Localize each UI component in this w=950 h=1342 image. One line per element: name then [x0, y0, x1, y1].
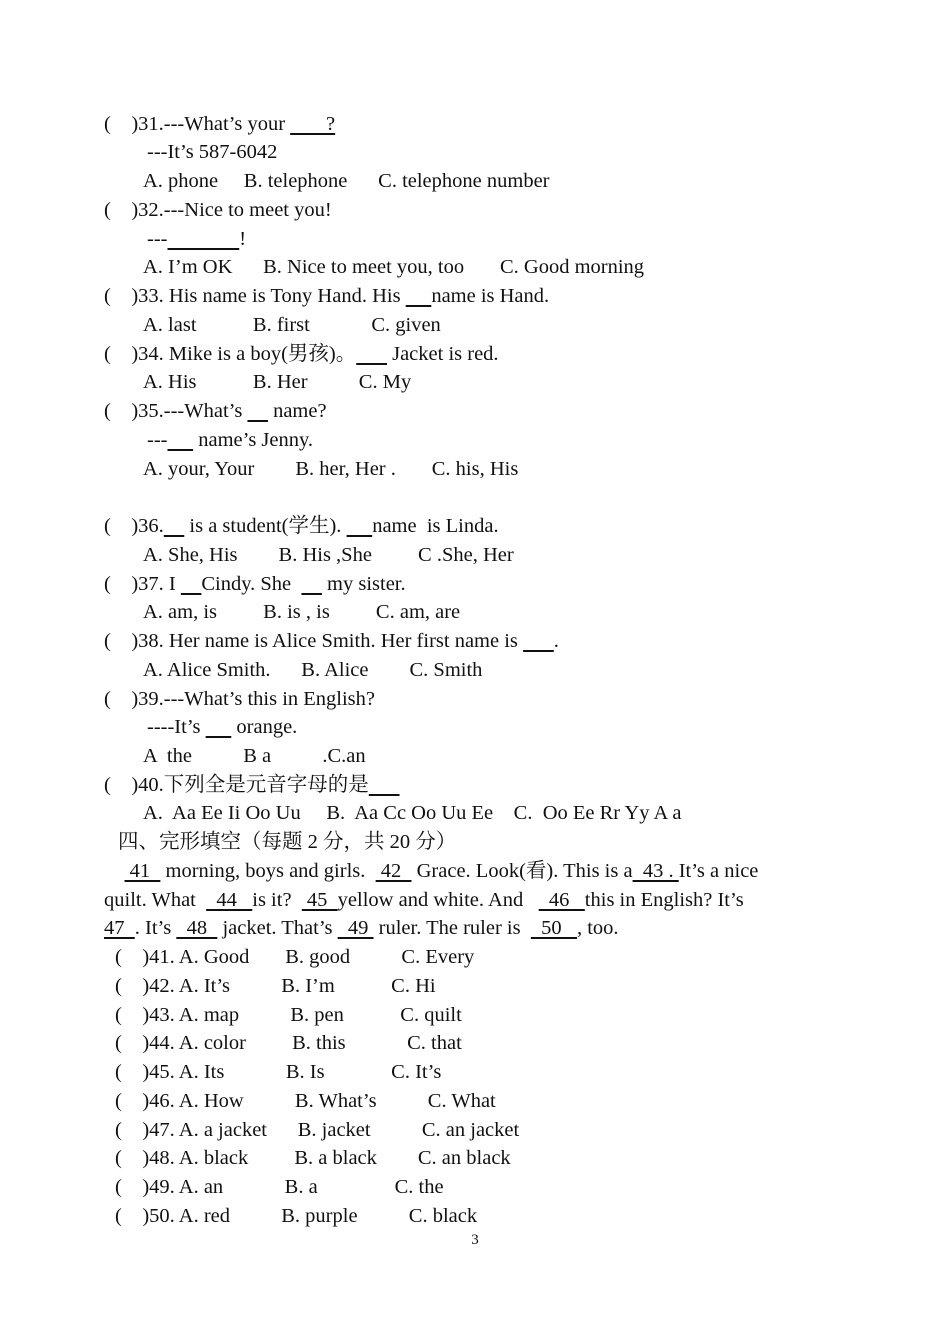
- answer-blank: [356, 343, 387, 365]
- text-line: [104, 570, 406, 598]
- line-text: A. last B. first C. given: [143, 314, 441, 336]
- text-line: [115, 1087, 496, 1115]
- answer-blank: 47: [104, 917, 135, 939]
- answer-blank: 48: [176, 917, 218, 939]
- text-line: [104, 397, 327, 425]
- text-line: [104, 886, 744, 914]
- text-line: [115, 1116, 519, 1144]
- line-text: [104, 860, 125, 882]
- line-text: !: [239, 228, 247, 250]
- line-text: ( )45. A. Its B. Is C. It’s: [115, 1061, 442, 1083]
- text-line: [104, 282, 549, 310]
- text-line: [143, 253, 644, 281]
- text-line: [115, 1029, 462, 1057]
- line-text: name is Linda.: [372, 515, 499, 537]
- line-text: is it?: [252, 889, 302, 911]
- text-line: [143, 167, 550, 195]
- line-text: ---: [147, 429, 168, 451]
- answer-blank: [164, 515, 185, 537]
- line-text: ---It’s 587-6042: [147, 141, 278, 163]
- text-line: [143, 455, 518, 483]
- text-line: [104, 914, 619, 942]
- line-text: ( )31.---What’s your: [104, 113, 291, 135]
- answer-blank: 45: [301, 889, 338, 911]
- line-text: A. His B. Her C. My: [143, 371, 412, 393]
- answer-blank: 46: [538, 889, 585, 911]
- text-line: [104, 857, 758, 885]
- line-text: ( )33. His name is Tony Hand. His: [104, 285, 406, 307]
- line-text: ----It’s: [147, 716, 206, 738]
- text-line: [104, 110, 335, 138]
- line-text: ( )44. A. color B. this C. that: [115, 1032, 462, 1054]
- line-text: orange.: [231, 716, 298, 738]
- line-text: ruler. The ruler is: [373, 917, 531, 939]
- line-text: ( )34. Mike is a boy(男孩)。: [104, 343, 357, 365]
- answer-blank: [369, 774, 400, 796]
- text-line: [115, 1202, 477, 1230]
- line-text: ( )41. A. Good B. good C. Every: [115, 946, 475, 968]
- answer-blank: ?: [290, 113, 336, 135]
- text-line: [104, 340, 499, 368]
- answer-blank: [301, 573, 322, 595]
- line-text: ( )32.---Nice to meet you!: [104, 199, 332, 221]
- line-text: yellow and white. And: [337, 889, 539, 911]
- line-text: ( )49. A. an B. a C. the: [115, 1176, 444, 1198]
- text-line: [147, 713, 297, 741]
- line-text: ( )36.: [104, 515, 164, 537]
- page-number: 3: [471, 1232, 479, 1248]
- text-line: [143, 656, 482, 684]
- line-text: this in English? It’s: [584, 889, 744, 911]
- line-text: ( )50. A. red B. purple C. black: [115, 1205, 478, 1227]
- line-text: ( )42. A. It’s B. I’m C. Hi: [115, 975, 436, 997]
- line-text: ( )37. I: [104, 573, 181, 595]
- line-text: morning, boys and girls.: [160, 860, 376, 882]
- line-text: my sister.: [321, 573, 406, 595]
- line-text: Cindy. She: [201, 573, 302, 595]
- line-text: A. She, His B. His ,She C .She, Her: [143, 544, 514, 566]
- answer-blank: [247, 400, 268, 422]
- answer-blank: 50: [530, 917, 577, 939]
- line-text: A. Alice Smith. B. Alice C. Smith: [143, 659, 483, 681]
- text-line: [115, 972, 436, 1000]
- text-line: [104, 627, 559, 655]
- line-text: ( )43. A. map B. pen C. quilt: [115, 1004, 462, 1026]
- answer-blank: 49: [337, 917, 374, 939]
- line-text: Jacket is red.: [386, 343, 499, 365]
- answer-blank: [523, 630, 554, 652]
- answer-blank: [347, 515, 373, 537]
- text-line: [143, 368, 411, 396]
- answer-blank: 42: [375, 860, 412, 882]
- line-text: Grace. Look(看). This is a: [411, 860, 633, 882]
- line-text: ( )48. A. black B. a black C. an black: [115, 1147, 511, 1169]
- line-text: name?: [267, 400, 327, 422]
- line-text: quilt. What: [104, 889, 207, 911]
- text-line: [143, 311, 441, 339]
- line-text: name’s Jenny.: [193, 429, 314, 451]
- text-line: [118, 828, 456, 856]
- text-line: [143, 598, 460, 626]
- line-text: ( )39.---What’s this in English?: [104, 688, 376, 710]
- line-text: , too.: [576, 917, 619, 939]
- line-text: 四、完形填空（每题 2 分，共 20 分）: [118, 831, 457, 853]
- text-line: [147, 426, 313, 454]
- line-text: ( )40.下列全是元音字母的是: [104, 774, 369, 796]
- answer-blank: 44: [206, 889, 253, 911]
- line-text: ( )46. A. How B. What’s C. What: [115, 1090, 496, 1112]
- line-text: A. your, Your B. her, Her . C. his, His: [143, 458, 519, 480]
- line-text: ---: [147, 228, 168, 250]
- text-line: [115, 1144, 511, 1172]
- text-line: [143, 742, 366, 770]
- answer-blank: [406, 285, 432, 307]
- line-text: jacket. That’s: [217, 917, 338, 939]
- text-line: [143, 799, 681, 827]
- text-line: [104, 685, 375, 713]
- text-line: [115, 1173, 444, 1201]
- line-text: A. am, is B. is , is C. am, are: [143, 601, 461, 623]
- line-text: name is Hand.: [431, 285, 550, 307]
- line-text: ( )47. A. a jacket B. jacket C. an jacket: [115, 1119, 520, 1141]
- answer-blank: [181, 573, 202, 595]
- line-text: A. phone B. telephone C. telephone number: [143, 170, 550, 192]
- text-line: [147, 225, 246, 253]
- line-text: is a student(学生).: [184, 515, 347, 537]
- text-line: [104, 771, 400, 799]
- line-text: A. I’m OK B. Nice to meet you, too C. Good morning: [143, 256, 645, 278]
- answer-blank: 43 .: [632, 860, 679, 882]
- text-line: [115, 1001, 462, 1029]
- answer-blank: 41: [124, 860, 161, 882]
- text-line: [143, 541, 514, 569]
- text-line: [147, 138, 277, 166]
- answer-blank: [167, 228, 239, 250]
- line-text: It’s a nice: [678, 860, 759, 882]
- text-line: [104, 512, 499, 540]
- line-text: A the B a .C.an: [143, 745, 366, 767]
- line-text: A. Aa Ee Ii Oo Uu B. Aa Cc Oo Uu Ee C. Oo Ee Rr Yy A a: [143, 802, 682, 824]
- line-text: ( )38. Her name is Alice Smith. Her first name is: [104, 630, 524, 652]
- text-line: [115, 943, 474, 971]
- answer-blank: [206, 716, 232, 738]
- line-text: ( )35.---What’s: [104, 400, 248, 422]
- text-line: [104, 196, 332, 224]
- answer-blank: [167, 429, 193, 451]
- line-text: .: [553, 630, 559, 652]
- text-line: [115, 1058, 441, 1086]
- line-text: . It’s: [134, 917, 177, 939]
